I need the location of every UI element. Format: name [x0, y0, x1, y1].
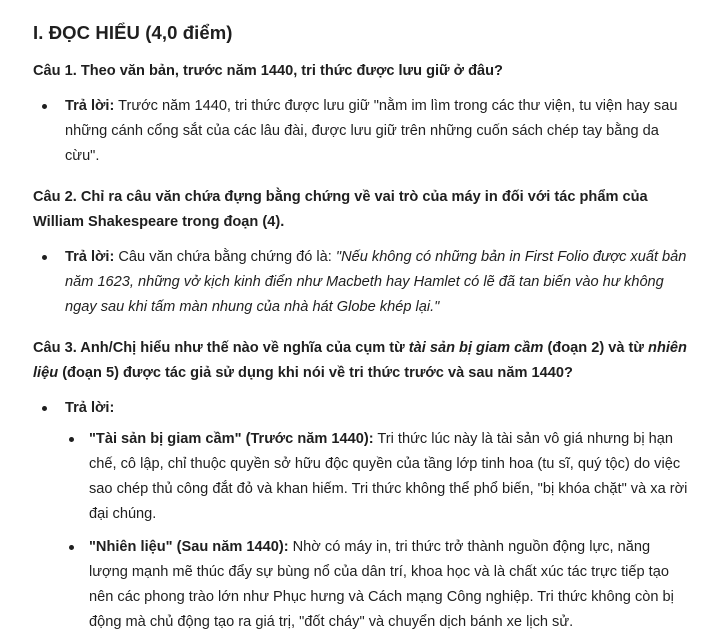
answer-2-quote: "Nếu không có những bản in First Folio được xuất bản năm 1623, những vở kịch kinh điển như Macbeth hay Hamlet có lẽ đã tan biến vào hư không ngay sau khi tấm màn nhung của nhà hát Globe khép lại." — [65, 249, 687, 315]
answer-1 — [33, 94, 690, 169]
answer-2-intro: Câu văn chứa bằng chứng đó là: — [114, 249, 336, 265]
answer-3-point-2 — [61, 535, 690, 635]
question-3-part2: (đoạn 2) và từ — [543, 340, 649, 356]
answer-3-point-1 — [61, 427, 690, 527]
answer-1-text: Trước năm 1440, tri thức được lưu giữ "nằm im lìm trong các thư viện, tu viện hay sau những cánh cổng sắt của các lâu đài, được lưu giữ trên những cuốn sách chép tay bằng da cừu". — [65, 98, 678, 164]
answer-2-label: Trả lời: — [65, 249, 115, 265]
question-2: Câu 2. Chỉ ra câu văn chứa đựng bằng chứng về vai trò của máy in đối với tác phẩm của William Shakespeare trong đoạn (4). — [33, 189, 648, 230]
answer-2 — [33, 245, 690, 320]
answer-3-point-1-label: "Tài sản bị giam cầm" (Trước năm 1440): — [89, 431, 374, 447]
answer-list-2 — [33, 245, 690, 320]
question-3-part3: (đoạn 5) được tác giả sử dụng khi nói về tri thức trước và sau năm 1440? — [58, 365, 573, 381]
answer-3 — [33, 396, 690, 421]
answer-3-point-2-label: "Nhiên liệu" (Sau năm 1440): — [89, 539, 289, 555]
question-3-part1: Câu 3. Anh/Chị hiểu như thế nào về nghĩa của cụm từ — [33, 340, 409, 356]
question-3-term2: nhiên liệu — [33, 340, 687, 381]
answer-list-3 — [33, 396, 690, 421]
answer-3-point-2-text: Nhờ có máy in, tri thức trở thành nguồn động lực, năng lượng mạnh mẽ thúc đẩy sự bùng nổ của dân trí, khoa học và là chất xúc tác trực tiếp tạo nên các phong trào lớn như Phục hưng và Cách mạng Công nghiệp. Tri thức không còn bị động mà chủ động tạo ra giá trị, "đốt cháy" và chuyển dịch bánh xe lịch sử. — [89, 539, 674, 630]
answer-1-label: Trả lời: — [65, 98, 115, 114]
answer-list-1 — [33, 94, 690, 169]
section-heading: I. ĐỌC HIỂU (4,0 điểm) — [33, 22, 233, 43]
question-3-term1: tài sản bị giam cầm — [408, 340, 544, 356]
question-3 — [33, 336, 690, 386]
answer-3-point-1-text: Tri thức lúc này là tài sản vô giá nhưng bị hạn chế, cô lập, chỉ thuộc quyền sở hữu độc quyền của tầng lớp tinh hoa (tu sĩ, quý tộc) do việc sao chép thủ công đắt đỏ và khan hiếm. Tri thức không thể phổ biến, "bị khóa chặt" và xa rời đại chúng. — [89, 431, 688, 522]
question-1: Câu 1. Theo văn bản, trước năm 1440, tri thức được lưu giữ ở đâu? — [33, 63, 503, 79]
answer-3-label: Trả lời: — [65, 400, 115, 416]
answer-3-sublist — [33, 427, 690, 635]
